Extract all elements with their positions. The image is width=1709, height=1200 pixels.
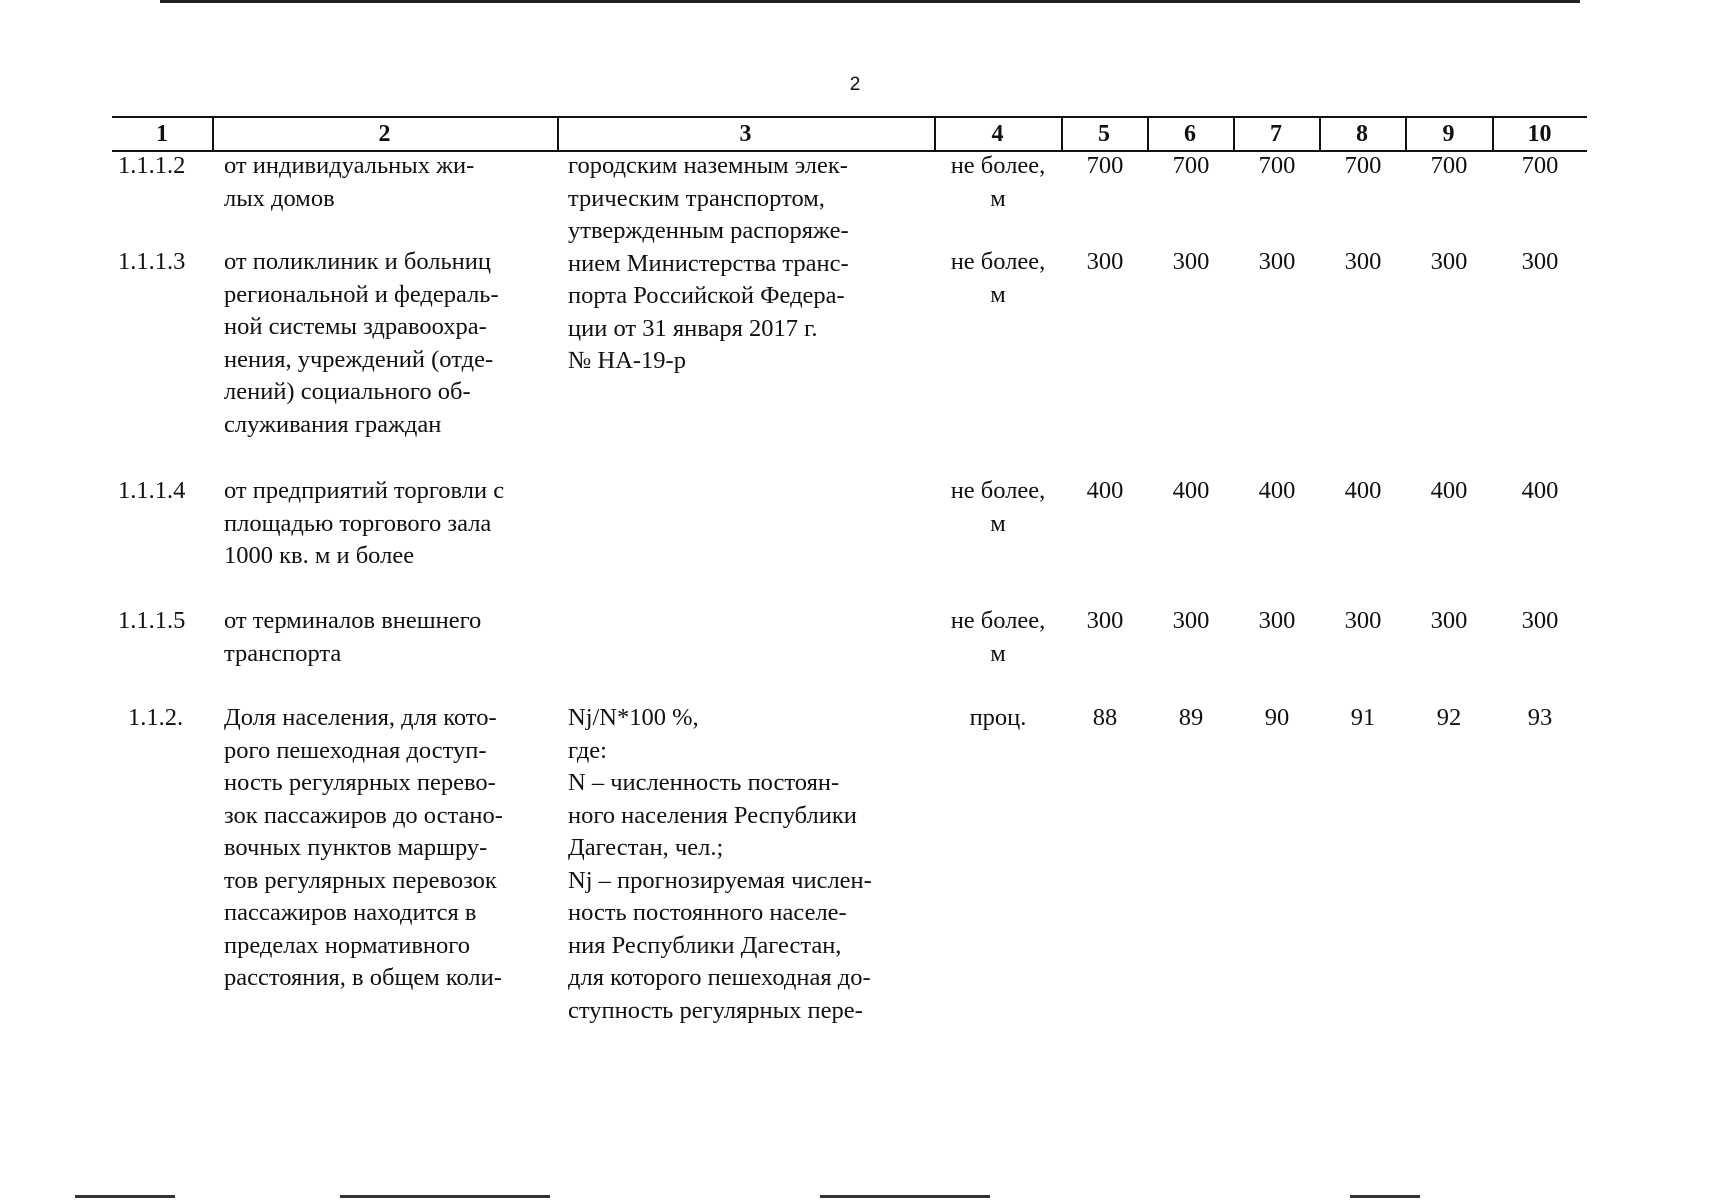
col3-formula bbox=[568, 702, 922, 1027]
row-name bbox=[224, 246, 547, 441]
scan-artifact bbox=[1350, 1195, 1420, 1198]
value-cell: 700 bbox=[1521, 152, 1559, 179]
value-cell: 700 bbox=[1430, 152, 1468, 179]
value-cell: 300 bbox=[1172, 607, 1210, 634]
row-name-line: транспорта bbox=[224, 639, 342, 667]
scan-artifact bbox=[75, 1195, 175, 1198]
row-name-line: рого пешеходная доступ- bbox=[224, 736, 487, 764]
col3-line: утвержденным распоряже- bbox=[568, 217, 849, 244]
column-divider bbox=[1147, 116, 1149, 152]
row-id: 1.1.1.3 bbox=[118, 248, 186, 275]
column-divider bbox=[557, 116, 559, 152]
value-cell: 300 bbox=[1344, 248, 1382, 275]
row-name-line: ность регулярных перево- bbox=[224, 769, 496, 796]
column-divider bbox=[1492, 116, 1494, 152]
col3-line: ность постоянного населе- bbox=[568, 899, 847, 926]
value-cell: 400 bbox=[1258, 477, 1296, 504]
value-cell: 400 bbox=[1430, 477, 1468, 504]
col3-line: Дагестан, чел.; bbox=[568, 834, 724, 861]
value-cell: 400 bbox=[1344, 477, 1382, 504]
column-divider bbox=[1319, 116, 1321, 152]
value-cell: 700 bbox=[1086, 152, 1124, 179]
value-cell: 700 bbox=[1172, 152, 1210, 179]
value-cell: 400 bbox=[1086, 477, 1124, 504]
col3-line: для которого пешеходная до- bbox=[568, 964, 871, 991]
row-unit-line: не более, bbox=[950, 152, 1046, 179]
header-cell-4: 4 bbox=[991, 121, 1004, 147]
row-name-line: от поликлиник и больниц bbox=[224, 248, 491, 275]
column-divider bbox=[934, 116, 936, 152]
header-cell-10: 10 bbox=[1527, 121, 1552, 147]
scan-edge-bottom bbox=[0, 1195, 1709, 1200]
value-cell: 300 bbox=[1430, 248, 1468, 275]
col3-line: № НА-19-р bbox=[568, 347, 686, 374]
col3-line: ступность регулярных пере- bbox=[568, 996, 863, 1024]
col3-line: порта Российской Федера- bbox=[568, 282, 845, 309]
scan-artifact bbox=[820, 1195, 990, 1198]
row-unit-line: м bbox=[990, 280, 1006, 308]
value-cell: 300 bbox=[1344, 607, 1382, 634]
value-cell: 700 bbox=[1258, 152, 1296, 179]
row-unit-line: м bbox=[990, 184, 1006, 212]
value-cell: 300 bbox=[1521, 607, 1559, 634]
row-id: 1.1.1.4 bbox=[118, 477, 186, 504]
col3-line: N – численность постоян- bbox=[568, 769, 840, 796]
row-unit-line: не более, bbox=[950, 477, 1046, 504]
row-unit-line: проц. bbox=[969, 704, 1027, 731]
column-divider bbox=[212, 116, 214, 152]
row-unit bbox=[938, 702, 1058, 735]
row-unit bbox=[938, 605, 1058, 670]
column-divider bbox=[1061, 116, 1063, 152]
row-name-line: зок пассажиров до остано- bbox=[224, 801, 503, 829]
value-cell: 91 bbox=[1350, 704, 1376, 731]
row-name-line: от индивидуальных жи- bbox=[224, 152, 475, 179]
row-name bbox=[224, 475, 547, 573]
col3-line: городским наземным элек- bbox=[568, 152, 848, 179]
col3-line: ции от 31 января 2017 г. bbox=[568, 314, 818, 342]
row-unit-line: м bbox=[990, 639, 1006, 667]
header-cell-2: 2 bbox=[378, 121, 391, 147]
value-cell: 92 bbox=[1436, 704, 1462, 731]
value-cell: 700 bbox=[1344, 152, 1382, 179]
header-cell-9: 9 bbox=[1442, 121, 1455, 147]
row-name-line: от терминалов внешнего bbox=[224, 607, 482, 634]
value-cell: 89 bbox=[1178, 704, 1204, 731]
value-cell: 300 bbox=[1521, 248, 1559, 275]
value-cell: 300 bbox=[1172, 248, 1210, 275]
row-name bbox=[224, 605, 547, 670]
row-unit bbox=[938, 475, 1058, 540]
value-cell: 93 bbox=[1527, 704, 1553, 731]
page-number: 2 bbox=[849, 74, 861, 95]
value-cell: 90 bbox=[1264, 704, 1290, 731]
value-cell: 400 bbox=[1172, 477, 1210, 504]
col3-line: Nj/N*100 %, bbox=[568, 704, 699, 731]
header-cell-8: 8 bbox=[1356, 121, 1368, 147]
scan-edge-top bbox=[160, 0, 1580, 3]
col3-line: где: bbox=[568, 736, 607, 764]
col3-description bbox=[568, 150, 922, 378]
row-id: 1.1.1.5 bbox=[118, 607, 186, 634]
value-cell: 300 bbox=[1258, 607, 1296, 634]
row-name-line: лых домов bbox=[224, 184, 335, 212]
value-cell: 300 bbox=[1086, 248, 1124, 275]
column-divider bbox=[1233, 116, 1235, 152]
row-id: 1.1.2. bbox=[128, 704, 184, 731]
col3-line: Nj – прогнозируемая числен- bbox=[568, 866, 872, 894]
value-cell: 300 bbox=[1086, 607, 1124, 634]
row-name-line: пассажиров находится в bbox=[224, 899, 477, 926]
header-cell-6: 6 bbox=[1184, 121, 1196, 147]
value-cell: 400 bbox=[1521, 477, 1559, 504]
row-name-line: служивания граждан bbox=[224, 410, 442, 438]
row-unit bbox=[938, 150, 1058, 215]
row-name-line: площадью торгового зала bbox=[224, 509, 492, 537]
row-id: 1.1.1.2 bbox=[118, 152, 186, 179]
header-cell-3: 3 bbox=[739, 121, 752, 147]
row-name bbox=[224, 150, 547, 215]
row-name-line: нения, учреждений (отде- bbox=[224, 345, 494, 373]
row-name-line: от предприятий торговли с bbox=[224, 477, 505, 504]
col3-line: трическим транспортом, bbox=[568, 184, 825, 212]
row-name-line: 1000 кв. м и более bbox=[224, 542, 415, 569]
row-name-line: Доля населения, для кото- bbox=[224, 704, 497, 731]
row-unit bbox=[938, 246, 1058, 311]
row-name-line: пределах нормативного bbox=[224, 931, 470, 959]
row-unit-line: м bbox=[990, 509, 1006, 537]
col3-line: ния Республики Дагестан, bbox=[568, 931, 842, 959]
row-name-line: ной системы здравоохра- bbox=[224, 313, 487, 340]
row-unit-line: не более, bbox=[950, 607, 1046, 634]
value-cell: 88 bbox=[1092, 704, 1118, 731]
row-name bbox=[224, 702, 547, 995]
col3-line: нием Министерства транс- bbox=[568, 249, 849, 277]
row-name-line: расстояния, в общем коли- bbox=[224, 964, 502, 991]
header-cell-1: 1 bbox=[156, 121, 168, 147]
row-unit-line: не более, bbox=[950, 248, 1046, 275]
header-cell-5: 5 bbox=[1098, 121, 1110, 147]
row-name-line: лений) социального об- bbox=[224, 378, 471, 405]
value-cell: 300 bbox=[1258, 248, 1296, 275]
value-cell: 300 bbox=[1430, 607, 1468, 634]
row-name-line: вочных пунктов маршру- bbox=[224, 834, 488, 861]
table-header bbox=[112, 116, 1587, 152]
column-divider bbox=[1405, 116, 1407, 152]
row-name-line: региональной и федераль- bbox=[224, 280, 499, 308]
header-cell-7: 7 bbox=[1270, 121, 1282, 147]
col3-line: ного населения Республики bbox=[568, 801, 857, 829]
row-name-line: тов регулярных перевозок bbox=[224, 866, 497, 894]
scan-artifact bbox=[340, 1195, 550, 1198]
